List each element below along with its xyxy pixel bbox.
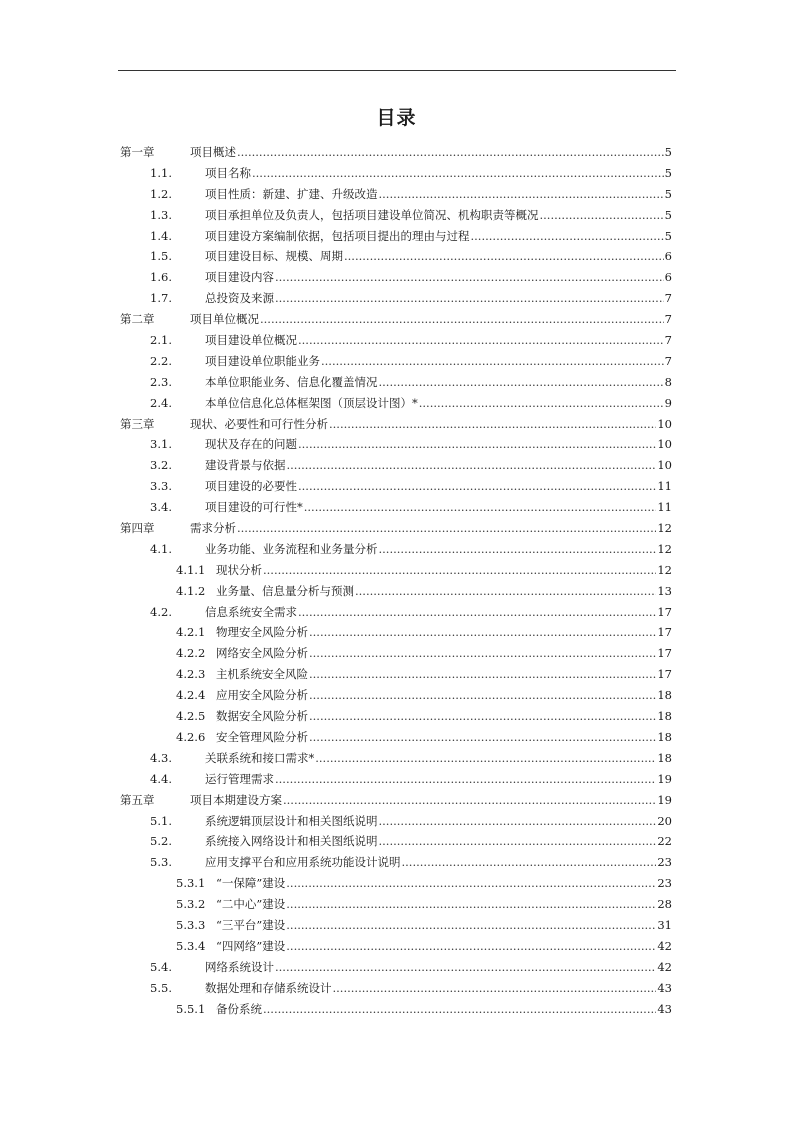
toc-entry[interactable] [120,915,672,936]
toc-entry-page: 18 [657,709,672,724]
toc-entry-page: 18 [657,729,672,744]
toc-entry-title: 应用安全风险分析 [216,688,308,703]
toc-entry-page: 10 [657,458,672,473]
toc-entry[interactable] [120,811,672,832]
toc-entry-title: 需求分析 [190,521,236,536]
toc-entry-title: 项目建设的必要性 [205,479,297,494]
toc-entry-title: 主机系统安全风险 [216,667,308,682]
toc-entry-title: 项目承担单位及负责人，包括项目建设单位简况、机构职责等概况 [205,207,539,222]
toc-entry-title: 运行管理需求 [205,771,274,786]
toc-entry-page: 12 [657,521,672,536]
dot-leader [286,894,656,915]
dot-leader [298,330,664,351]
toc-entry-number: 4.2. [150,604,172,619]
toc-entry[interactable] [120,414,672,435]
dot-leader [263,560,656,581]
toc-entry-page: 17 [657,625,672,640]
toc-entry-page: 5 [664,207,672,222]
toc-entry[interactable] [120,873,672,894]
toc-entry-page: 10 [657,416,672,431]
toc-entry-number: 5.3. [150,855,172,870]
toc-entry[interactable] [120,539,672,560]
toc-entry-title: 项目单位概况 [190,312,259,327]
toc-entry-title: 关联系统和接口需求* [205,750,315,765]
toc-entry[interactable] [120,894,672,915]
dot-leader [275,769,656,790]
toc-entry-number: 3.1. [150,437,172,452]
toc-entry-number: 5.5.1 [176,1001,206,1016]
toc-entry[interactable] [120,769,672,790]
toc-entry[interactable] [120,309,672,330]
header-rule [118,70,676,71]
dot-leader [286,936,656,957]
dot-leader [275,267,664,288]
toc-entry-number: 5.5. [150,980,172,995]
dot-leader [298,602,656,623]
toc-entry-title: 信息系统安全需求 [205,604,297,619]
toc-entry[interactable] [120,978,672,999]
toc-entry-number: 4.1. [150,541,172,556]
dot-leader [237,142,664,163]
toc-entry[interactable] [120,455,672,476]
toc-entry-page: 20 [657,813,672,828]
toc-entry-number: 3.2. [150,458,172,473]
dot-leader [263,999,656,1020]
toc-entry[interactable] [120,476,672,497]
toc-entry[interactable] [120,936,672,957]
dot-leader [402,852,657,873]
toc-entry-title: 现状、必要性和可行性分析 [190,416,328,431]
toc-entry[interactable] [120,205,672,226]
toc-entry-number: 4.2.1 [176,625,206,640]
toc-entry-number: 4.2.6 [176,729,206,744]
dot-leader [379,831,657,852]
toc-entry-number: 4.1.2 [176,583,206,598]
toc-entry-number: 4.3. [150,750,172,765]
dot-leader [379,539,657,560]
toc-entry[interactable] [120,560,672,581]
toc-entry[interactable] [120,267,672,288]
toc-entry[interactable] [120,581,672,602]
toc-entry-title: 项目建设单位概况 [205,333,297,348]
toc-entry-page: 7 [664,291,672,306]
toc-entry-title: 项目建设方案编制依据，包括项目提出的理由与过程 [205,228,470,243]
toc-entry-title: 项目概述 [190,145,236,159]
toc-entry-page: 43 [657,1001,672,1016]
toc-entry-title: “一保障”建设 [216,876,286,891]
dot-leader [333,978,657,999]
toc-entry-title: 系统逻辑顶层设计和相关图纸说明 [205,813,378,828]
toc-entry[interactable] [120,142,672,163]
toc-entry-number: 4.2.5 [176,709,206,724]
toc-entry-page: 13 [657,583,672,598]
dot-leader [419,393,664,414]
toc-entry-title: 备份系统 [216,1001,262,1016]
toc-entry-title: 总投资及来源 [205,291,274,306]
toc-entry-number: 4.4. [150,771,172,786]
toc-entry-page: 17 [657,604,672,619]
toc-entry-page: 28 [657,897,672,912]
toc-entry-number: 1.1. [150,165,172,180]
toc-entry-page: 6 [664,270,672,285]
dot-leader [283,790,656,811]
dot-leader [379,184,664,205]
toc-entry-title: 建设背景与依据 [205,458,286,473]
toc-entry-title: 项目建设内容 [205,270,274,285]
dot-leader [237,518,656,539]
dot-leader [286,873,656,894]
toc-entry-number: 5.3.1 [176,876,206,891]
toc-entry-title: 网络安全风险分析 [216,646,308,661]
toc-entry[interactable] [120,393,672,414]
toc-entry-number: 4.2.4 [176,688,206,703]
toc-entry-title: 项目建设目标、规模、周期 [205,249,343,264]
toc-entry-title: “二中心”建设 [216,897,286,912]
toc-entry-title: 本单位职能业务、信息化覆盖情况 [205,374,378,389]
toc-entry-title: 项目建设的可行性* [205,500,303,515]
dot-leader [355,581,656,602]
toc-entry-number: 5.3.3 [176,917,206,932]
toc-entry-page: 23 [657,876,672,891]
toc-entry-title: 安全管理风险分析 [216,729,308,744]
toc-entry-number: 2.1. [150,333,172,348]
toc-entry[interactable] [120,748,672,769]
toc-entry[interactable] [120,434,672,455]
toc-entry-title: 业务功能、业务流程和业务量分析 [205,541,378,556]
toc-entry-title: 应用支撑平台和应用系统功能设计说明 [205,855,401,870]
toc-entry-title: 现状分析 [216,562,262,577]
toc-entry-number: 5.3.2 [176,897,206,912]
toc-entry-number: 1.6. [150,270,172,285]
toc-entry[interactable] [120,602,672,623]
dot-leader [344,246,664,267]
toc-entry-page: 12 [657,562,672,577]
dot-leader [304,497,657,518]
toc-entry-number: 第二章 [120,312,155,327]
toc-entry[interactable] [120,622,672,643]
dot-leader [471,226,664,247]
toc-entry[interactable] [120,163,672,184]
toc-entry-number: 4.2.2 [176,646,206,661]
toc-entry-page: 7 [664,312,672,327]
toc-entry-page: 23 [657,855,672,870]
toc-title: 目录 [376,107,417,129]
toc-entry-page: 12 [657,541,672,556]
toc-entry[interactable] [120,643,672,664]
toc-entry-number: 1.7. [150,291,172,306]
dot-leader [321,351,664,372]
toc-entry-page: 5 [664,145,672,159]
dot-leader [309,706,656,727]
toc-entry-number: 2.3. [150,374,172,389]
toc-entry[interactable] [120,727,672,748]
toc-entry-page: 9 [664,395,672,410]
toc-entry-number: 第三章 [120,416,155,431]
toc-entry-title: 本单位信息化总体框架图（顶层设计图）* [205,395,418,410]
toc-entry[interactable] [120,518,672,539]
toc-entry-page: 42 [657,938,672,953]
dot-leader [329,414,656,435]
toc-entry-page: 5 [664,228,672,243]
toc-entry[interactable] [120,497,672,518]
toc-entry-page: 5 [664,165,672,180]
dot-leader [252,163,664,184]
toc-entry-page: 42 [657,959,672,974]
dot-leader [309,727,656,748]
toc-entry-page: 31 [657,917,672,932]
toc-entry-number: 5.4. [150,959,172,974]
toc-entry-title: 项目建设单位职能业务 [205,353,320,368]
toc-entry-title: 项目本期建设方案 [190,792,282,807]
toc-entry-page: 19 [657,792,672,807]
toc-entry-page: 17 [657,667,672,682]
toc-entry-page: 7 [664,353,672,368]
toc-entry[interactable] [120,999,672,1020]
toc-entry-number: 1.2. [150,186,172,201]
toc-entry-page: 10 [657,437,672,452]
toc-entry-number: 3.4. [150,500,172,515]
toc-entry[interactable] [120,664,672,685]
toc-entry-number: 3.3. [150,479,172,494]
dot-leader [315,748,656,769]
dot-leader [298,434,656,455]
dot-leader [309,664,656,685]
toc-entry[interactable] [120,246,672,267]
table-of-contents [120,142,672,1019]
toc-entry[interactable] [120,226,672,247]
toc-entry[interactable] [120,330,672,351]
toc-entry-page: 11 [657,479,672,494]
dot-leader [309,685,656,706]
dot-leader [309,643,656,664]
toc-entry-number: 5.2. [150,834,172,849]
toc-entry-number: 5.3.4 [176,938,206,953]
dot-leader [379,372,664,393]
toc-entry-title: 项目名称 [205,165,251,180]
toc-entry-page: 18 [657,750,672,765]
dot-leader [286,915,656,936]
toc-entry-number: 4.1.1 [176,562,206,577]
toc-entry-number: 1.5. [150,249,172,264]
toc-entry-page: 6 [664,249,672,264]
toc-entry-page: 7 [664,333,672,348]
toc-entry-number: 1.3. [150,207,172,222]
toc-entry-title: 项目性质：新建、扩建、升级改造 [205,186,378,201]
dot-leader [540,205,664,226]
toc-entry-page: 17 [657,646,672,661]
toc-entry-page: 19 [657,771,672,786]
toc-entry-number: 第四章 [120,521,155,536]
dot-leader [275,957,656,978]
toc-entry[interactable] [120,790,672,811]
toc-entry-page: 43 [657,980,672,995]
toc-entry[interactable] [120,351,672,372]
toc-entry-title: 物理安全风险分析 [216,625,308,640]
toc-entry[interactable] [120,831,672,852]
toc-entry-title: 数据安全风险分析 [216,709,308,724]
dot-leader [379,811,657,832]
dot-leader [260,309,664,330]
toc-entry-number: 2.2. [150,353,172,368]
toc-entry-number: 5.1. [150,813,172,828]
toc-entry-title: 网络系统设计 [205,959,274,974]
toc-entry-title: 系统接入网络设计和相关图纸说明 [205,834,378,849]
toc-entry-title: 数据处理和存储系统设计 [205,980,332,995]
dot-leader [287,455,657,476]
toc-entry[interactable] [120,706,672,727]
toc-entry[interactable] [120,288,672,309]
dot-leader [309,622,656,643]
toc-entry-number: 第五章 [120,792,155,807]
toc-entry-number: 1.4. [150,228,172,243]
toc-entry[interactable] [120,372,672,393]
dot-leader [298,476,656,497]
toc-entry-title: “四网络”建设 [216,938,286,953]
toc-entry-number: 2.4. [150,395,172,410]
toc-entry-page: 18 [657,688,672,703]
toc-entry-title: 业务量、信息量分析与预测 [216,583,354,598]
toc-entry-page: 8 [664,374,672,389]
toc-entry[interactable] [120,852,672,873]
toc-entry[interactable] [120,184,672,205]
toc-entry-page: 11 [657,500,672,515]
dot-leader [275,288,664,309]
toc-entry-page: 5 [664,186,672,201]
toc-entry-title: “三平台”建设 [216,917,286,932]
toc-entry[interactable] [120,685,672,706]
toc-entry[interactable] [120,957,672,978]
toc-entry-number: 4.2.3 [176,667,206,682]
toc-entry-number: 第一章 [120,145,155,159]
toc-entry-title: 现状及存在的问题 [205,437,297,452]
toc-entry-page: 22 [657,834,672,849]
